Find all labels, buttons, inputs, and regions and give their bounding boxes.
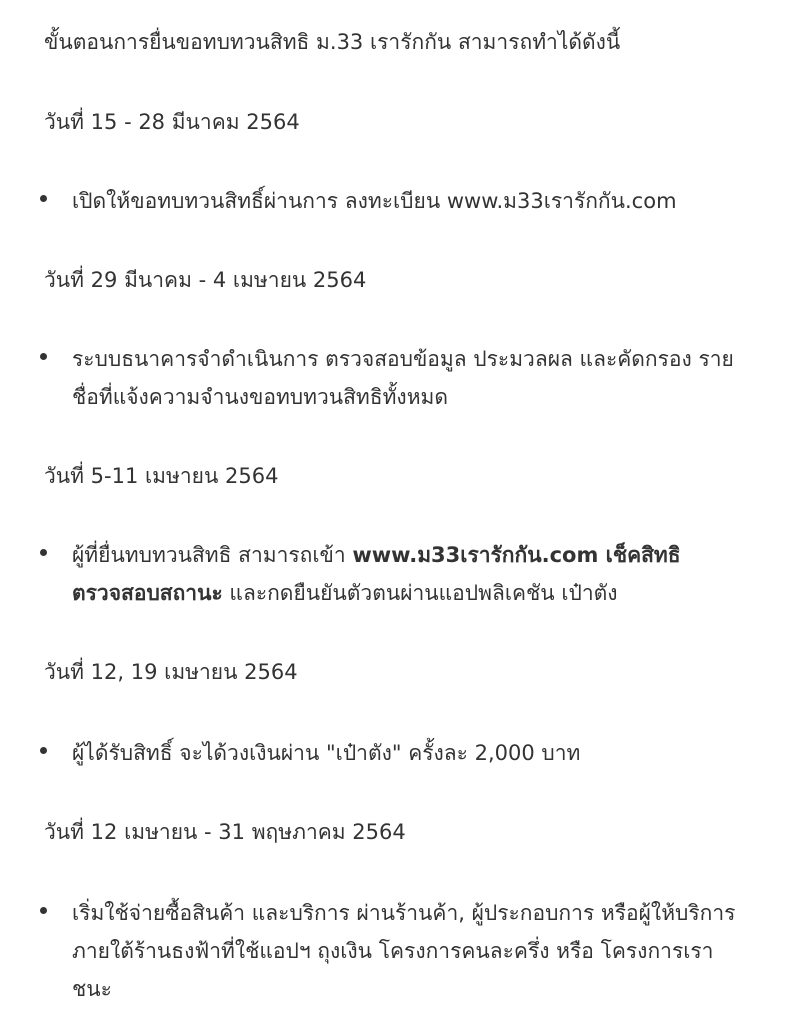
date-heading: วันที่ 15 - 28 มีนาคม 2564 [44, 110, 300, 134]
list-item [40, 734, 740, 772]
list-item-text: ผู้ที่ยื่นทบทวนสิทธิ สามารถเข้า [72, 543, 353, 567]
bullet-icon [40, 549, 47, 556]
check-status-link-text: ตรวจสอบสถานะ [72, 581, 223, 605]
list-item-text: ภายใต้ร้านธงฟ้าที่ใช้แอปฯ ถุงเงิน โครงการคนละครึ่ง หรือ โครงการเรา [72, 939, 714, 963]
date-heading: วันที่ 12 เมษายน - 31 พฤษภาคม 2564 [44, 820, 406, 844]
list-item [40, 340, 740, 416]
intro-paragraph: ขั้นตอนการยื่นขอทบทวนสิทธิ ม.33 เรารักกัน สามารถทำได้ดังนี้ [44, 30, 621, 54]
date-heading: วันที่ 29 มีนาคม - 4 เมษายน 2564 [44, 268, 367, 292]
list-item [40, 182, 740, 220]
bullet-icon [40, 907, 47, 914]
list-item-text: ชนะ [72, 977, 112, 1001]
list-item [40, 536, 740, 612]
list-item [40, 894, 740, 1008]
date-heading: วันที่ 12, 19 เมษายน 2564 [44, 660, 298, 684]
bullet-icon [40, 195, 47, 202]
list-item-text: ชื่อที่แจ้งความจำนงขอทบทวนสิทธิทั้งหมด [72, 385, 449, 409]
list-item-text: และกดยืนยันตัวตนผ่านแอปพลิเคชัน เป๋าตัง [222, 581, 618, 605]
list-item-text: เริ่มใช้จ่ายซื้อสินค้า และบริการ ผ่านร้านค้า, ผู้ประกอบการ หรือผู้ให้บริการ [72, 901, 736, 925]
check-status-link-text: www.ม33เรารักกัน.com เช็คสิทธิ [352, 543, 681, 567]
bullet-icon [40, 747, 47, 754]
date-heading: วันที่ 5-11 เมษายน 2564 [44, 464, 279, 488]
bullet-icon [40, 353, 47, 360]
list-item-text: ผู้ได้รับสิทธิ์ จะได้วงเงินผ่าน "เป๋าตัง" ครั้งละ 2,000 บาท [72, 741, 581, 765]
list-item-text: ระบบธนาคารจำดำเนินการ ตรวจสอบข้อมูล ประมวลผล และคัดกรอง ราย [72, 347, 734, 371]
list-item-text: เปิดให้ขอทบทวนสิทธิ์ผ่านการ ลงทะเบียน www.ม33เรารักกัน.com [72, 189, 677, 213]
